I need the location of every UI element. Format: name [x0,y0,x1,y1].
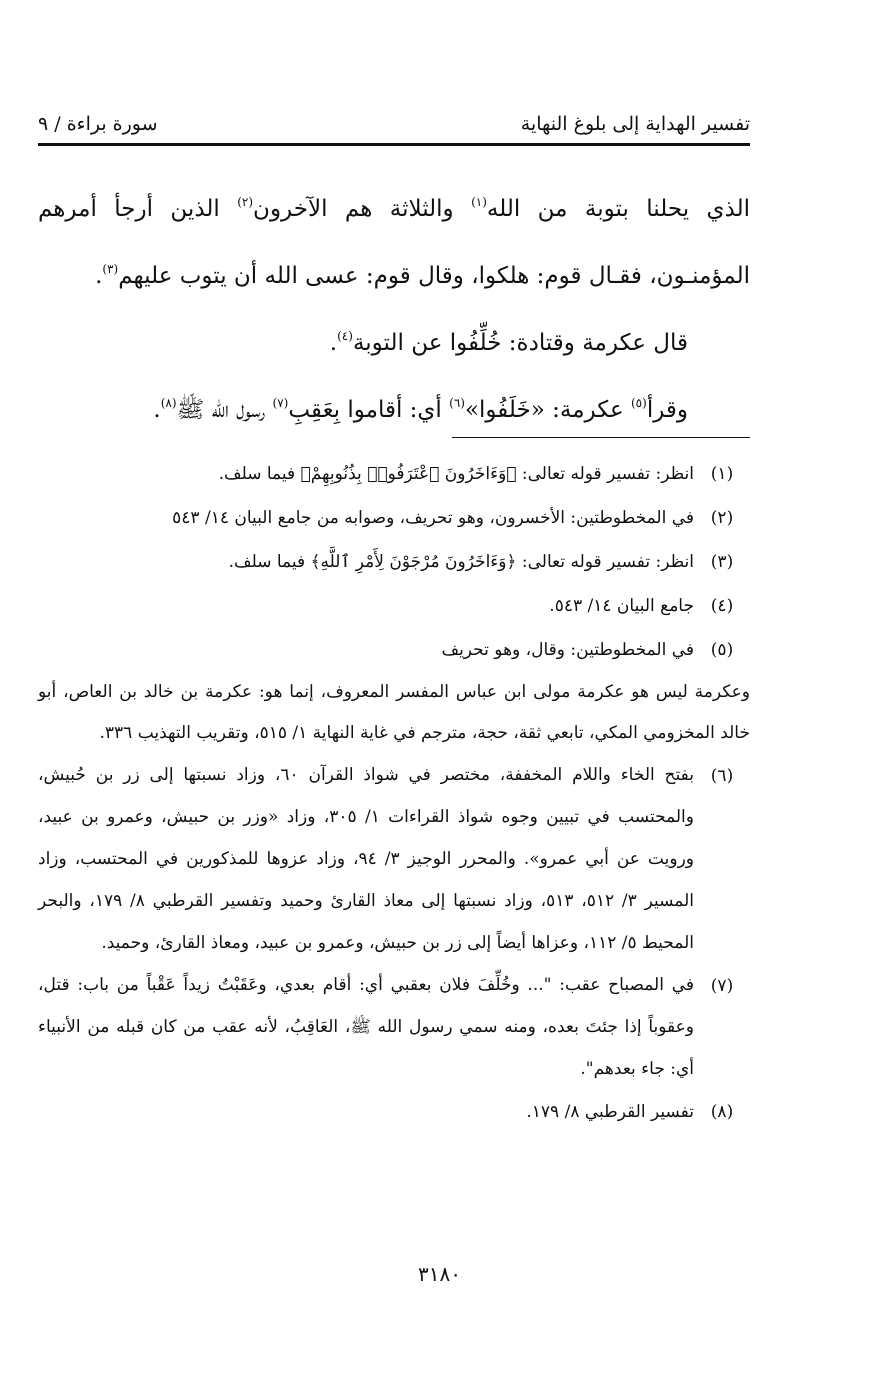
text-run: الذي يحلنا بتوبة من الله [486,196,751,222]
paragraph-2 [38,306,750,373]
footnote-ref-6[interactable]: (٦) [449,396,465,410]
surah-label: سورة براءة / ٩ [38,113,158,135]
footnote-ref-7[interactable]: (٧) [272,396,289,410]
footnote-ref-2[interactable]: (٢) [237,195,254,209]
footnote-number: (٧) [710,976,734,996]
footnote-separator [452,437,750,438]
footnote-text: انظر: تفسير قوله تعالى: ﴿وَءَاخَرُونَ مُرْجَوْنَ لِأَمْرِ ٱللَّهِ﴾ فيما سلف. [228,552,694,572]
footnote-2 [38,496,750,540]
paragraph-3 [38,373,750,440]
text-run: . [153,397,161,423]
text-run: رسول الله ﷺ [176,397,273,423]
footnote-7 [38,964,750,1090]
footnote-number: (٦) [710,766,734,786]
footnote-number: (٣) [710,552,734,572]
footnote-8 [38,1090,750,1134]
main-text [38,172,750,440]
text-run: . [95,263,103,289]
page-number: ٣١٨٠ [418,1262,461,1286]
footnote-text: انظر: تفسير قوله تعالى: ﴿وَءَاخَرُونَ ٱعْتَرَفُوا۟ بِذُنُوبِهِمْ﴾ فيما سلف. [218,464,694,484]
running-header [38,108,750,140]
footnote-text: بفتح الخاء واللام المخففة، مختصر في شواذ القرآن ٦٠، وزاد نسبتها إلى زر بن حُبيش، والمحتسب في تبيين وجوه شواذ القراءات ١/ ٣٠٥، وزاد «وزر بن حبيش، وعمرو بن عبيد، ورويت عن أبي عمرو». والمحرر الوجيز ٣/ ٩٤، وزاد عزوها للمذكورين في المحتسب، وزاد المسير ٣/ ٥١٢، ٥١٣، وزاد نسبتها إلى معاذ القارئ وحميد وتفسير القرطبي ٨/ ١٧٩، والبحر المحيط ٥/ ١١٢، وعزاها أيضاً إلى زر بن حبيش، وعمرو بن عبيد، ومعاذ القارئ، وحميد. [38,765,694,953]
footnote-5 [38,628,750,672]
text-run: عكرمة: «خَلَفُوا» [464,397,631,423]
text-run: أي: أقاموا بِعَقِبِ [288,397,450,423]
text-run: . [329,330,338,356]
footnote-1 [38,452,750,496]
footnote-5-continuation: وعكرمة ليس هو عكرمة مولى ابن عباس المفسر المعروف، إنما هو: عكرمة بن خالد بن العاص، أبو خالد المخزومي المكي، تابعي ثقة، حجة، مترجم في غاية النهاية ١/ ٥١٥، وتقريب التهذيب ٣٣٦. [38,682,750,743]
footnote-4 [38,584,750,628]
footnote-ref-8[interactable]: (٨) [160,396,177,410]
text-run: الذين أرجأ أمرهم المؤمنـون، فقـال قوم: هلكوا، وقال قوم: عسى الله أن يتوب عليهم [38,196,750,289]
footnote-text: تفسير القرطبي ٨/ ١٧٩. [526,1102,694,1122]
footnote-number: (٢) [710,508,734,528]
text-run: والثلاثة هم الآخرون [253,196,472,222]
footnote-ref-4[interactable]: (٤) [337,329,353,343]
footnote-text: في المصباح عقب: "... وخُلِّفَ فلان بعقبي أي: أقام بعدي، وعَقَبْتُ زيداً عَقْباً من باب: قتل، وعقوباً إذا جئتَ بعده، ومنه سمي رسول الله ﷺ، العَاقِبُ، لأنه عقب من كان قبله من الأنبياء أي: جاء بعدهم". [38,975,694,1079]
footnote-ref-3[interactable]: (٣) [102,262,119,276]
footnote-text: في المخطوطتين: الأخسرون، وهو تحريف، وصوابه من جامع البيان ١٤/ ٥٤٣ [172,508,694,528]
footnote-number: (٨) [710,1102,734,1122]
book-title: تفسير الهداية إلى بلوغ النهاية [520,113,750,135]
footnote-text: في المخطوطتين: وقال، وهو تحريف [441,640,694,660]
footnote-number: (٤) [710,596,734,616]
footnote-ref-5[interactable]: (٥) [630,396,647,410]
footnote-text: جامع البيان ١٤/ ٥٤٣. [549,596,694,616]
footnote-number: (١) [710,464,734,484]
footnotes [38,452,750,1134]
footnote-6 [38,754,750,964]
text-run: قال عكرمة وقتادة: خُلِّفُوا عن التوبة [352,330,688,356]
footnote-number: (٥) [710,640,734,660]
paragraph-1 [38,172,750,306]
text-run: وقرأ [646,397,688,423]
footnote-3 [38,540,750,584]
footnote-ref-1[interactable]: (١) [471,195,487,209]
header-rule [38,143,750,146]
